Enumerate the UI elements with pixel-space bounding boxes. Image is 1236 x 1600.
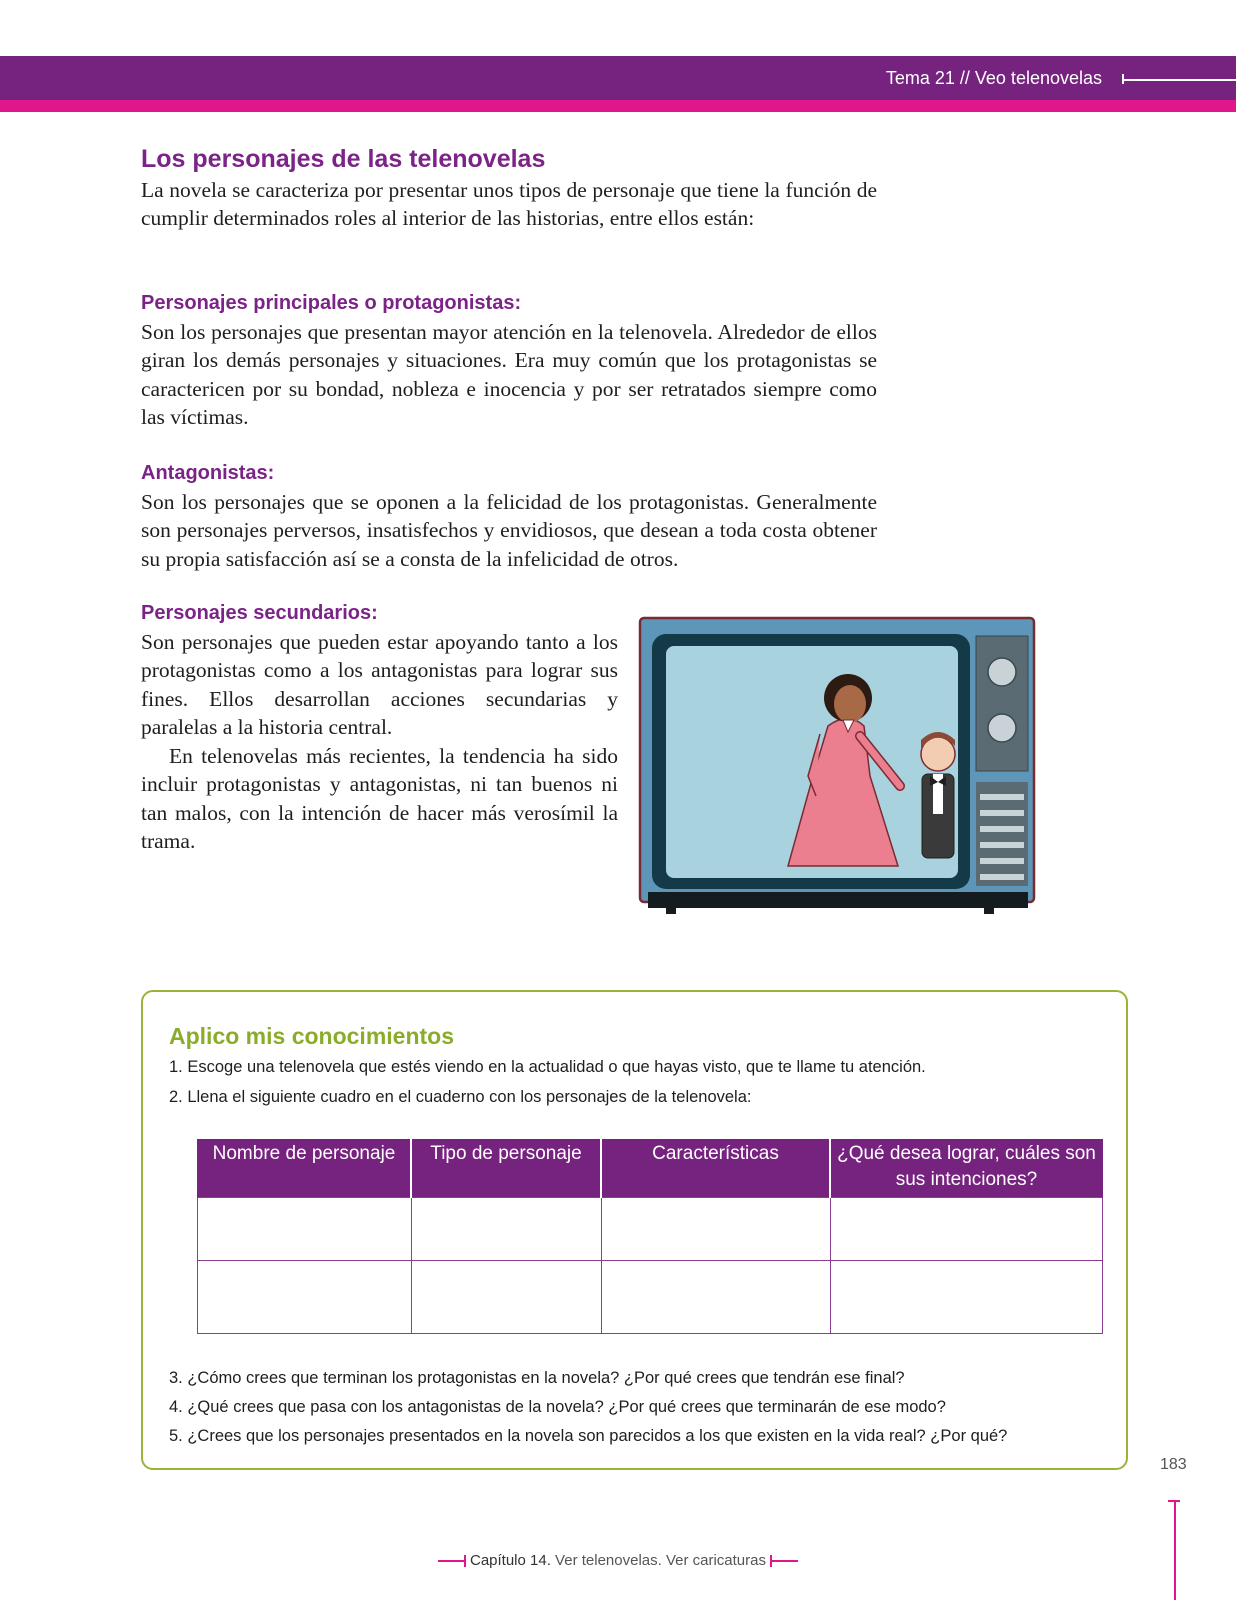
side-line [1174, 1500, 1176, 1600]
tv-knob-icon [988, 714, 1016, 742]
topic-label: Tema 21 // Veo telenovelas [885, 68, 1102, 88]
tv-illustration [638, 616, 1038, 926]
table-header-name: Nombre de personaje [198, 1139, 412, 1198]
footer-dash-right [770, 1560, 798, 1562]
antagonists-heading: Antagonistas: [141, 462, 275, 484]
table-header-type: Tipo de personaje [411, 1139, 601, 1198]
activity-title: Aplico mis conocimientos [169, 1023, 454, 1049]
characters-table [197, 1139, 1103, 1334]
secondary-paragraph: Son personajes que pueden estar apoyando tanto a los protagonistas como a los antagonistas para lograr sus fines. Ellos desarrollan acciones secundarias y paralelas a la historia central. [141, 630, 618, 740]
recent-trend-paragraph: En telenovelas más recientes, la tendencia ha sido incluir protagonistas y antagonistas, ni tan buenos ni tan malos, con la intención de hacer más verosímil la trama. [141, 744, 618, 854]
activity-item-1: 1. Escoge una telenovela que estés viendo en la actualidad o que hayas visto, que te llame tu atención. [169, 1058, 926, 1076]
footer-title: Ver telenovelas. Ver caricaturas [555, 1552, 766, 1569]
intro-paragraph: La novela se caracteriza por presentar unos tipos de personaje que tiene la función de cumplir determinados roles al interior de las historias, entre ellos están: [141, 178, 877, 231]
protagonists-heading: Personajes principales o protagonistas: [141, 292, 522, 314]
footer-dash-left [438, 1560, 466, 1562]
page-number: 183 [1160, 1456, 1187, 1473]
footer [0, 1552, 1236, 1569]
section-title: Los personajes de las telenovelas [141, 145, 546, 173]
footer-chapter: Capítulo 14. [469, 1552, 551, 1569]
activity-item-5: 5. ¿Crees que los personajes presentados en la novela son parecidos a los que existen en la vida real? ¿Por qué? [169, 1427, 1008, 1445]
protagonists-paragraph: Son los personajes que presentan mayor atención en la telenovela. Alrededor de ellos giran los demás personajes y situaciones. Era muy común que los protagonistas se caractericen por su bondad, nobleza e inocencia y por ser retratados siempre como las víctimas. [141, 320, 877, 430]
activity-item-3: 3. ¿Cómo crees que terminan los protagonistas en la novela? ¿Por qué crees que tendrán ese final? [169, 1369, 905, 1387]
table-row [198, 1261, 1103, 1334]
activity-item-2: 2. Llena el siguiente cuadro en el cuaderno con los personajes de la telenovela: [169, 1088, 752, 1106]
tv-knob-icon [988, 658, 1016, 686]
antagonists-paragraph: Son los personajes que se oponen a la felicidad de los protagonistas. Generalmente son personajes perversos, insatisfechos y envidiosos, que desean a toda costa obtener su propia satisfacción así se a consta de la infelicidad de otros. [141, 490, 877, 571]
header-accent-stripe [0, 100, 1236, 112]
table-header-goals: ¿Qué desea lograr, cuáles son sus intenciones? [830, 1139, 1103, 1198]
table-row [198, 1198, 1103, 1261]
secondary-heading: Personajes secundarios: [141, 602, 378, 624]
header-line [1122, 79, 1236, 81]
table-header-traits: Características [601, 1139, 830, 1198]
activity-item-4: 4. ¿Qué crees que pasa con los antagonistas de la novela? ¿Por qué crees que terminarán de ese modo? [169, 1398, 946, 1416]
